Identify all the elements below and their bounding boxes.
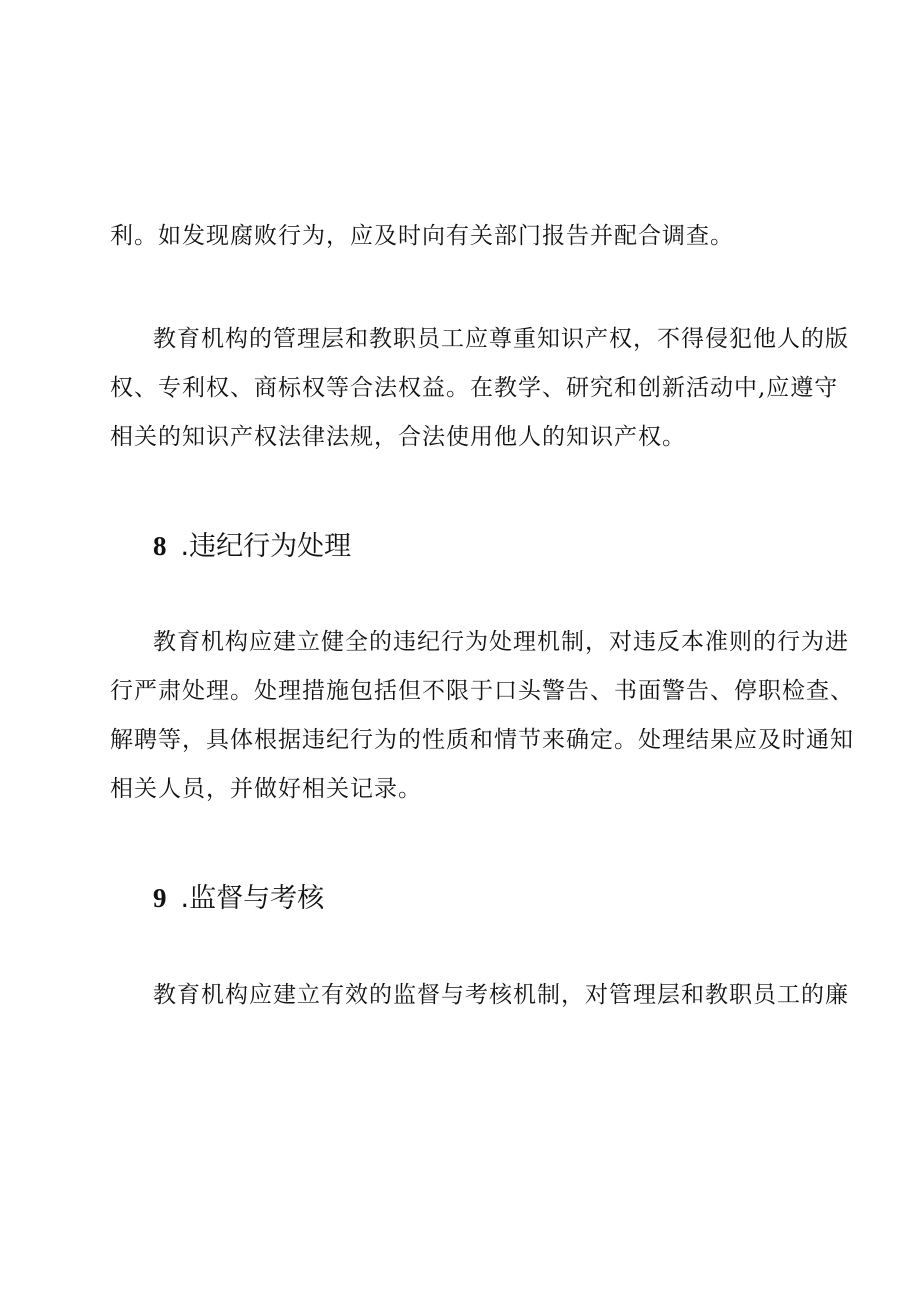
paragraph-line: 相关人员，并做好相关记录。 [110,776,422,802]
section-number: 9 [153,883,167,913]
paragraph-line: 教育机构的管理层和教职员工应尊重知识产权，不得侵犯他人的版 [153,326,849,352]
paragraph-line: 解聘等，具体根据违纪行为的性质和情节来确定。处理结果应及时通知 [110,727,854,753]
section-heading [153,882,324,915]
section-title: .违纪行为处理 [180,531,352,562]
paragraph-line: 教育机构应建立健全的违纪行为处理机制，对违反本准则的行为进 [153,629,849,655]
paragraph-line: 相关的知识产权法律法规，合法使用他人的知识产权。 [110,424,686,450]
section-title: .监督与考核 [180,883,325,914]
paragraph-line: 利。如发现腐败行为，应及时向有关部门报告并配合调查。 [110,223,734,249]
paragraph-line: 权、专利权、商标权等合法权益。在教学、研究和创新活动中,应遵守 [110,375,839,401]
section-number: 8 [153,531,167,561]
section-heading [153,530,351,563]
paragraph-line: 行严肃处理。处理措施包括但不限于口头警告、书面警告、停职检查、 [110,678,854,704]
paragraph-line: 教育机构应建立有效的监督与考核机制，对管理层和教职员工的廉 [153,982,849,1008]
